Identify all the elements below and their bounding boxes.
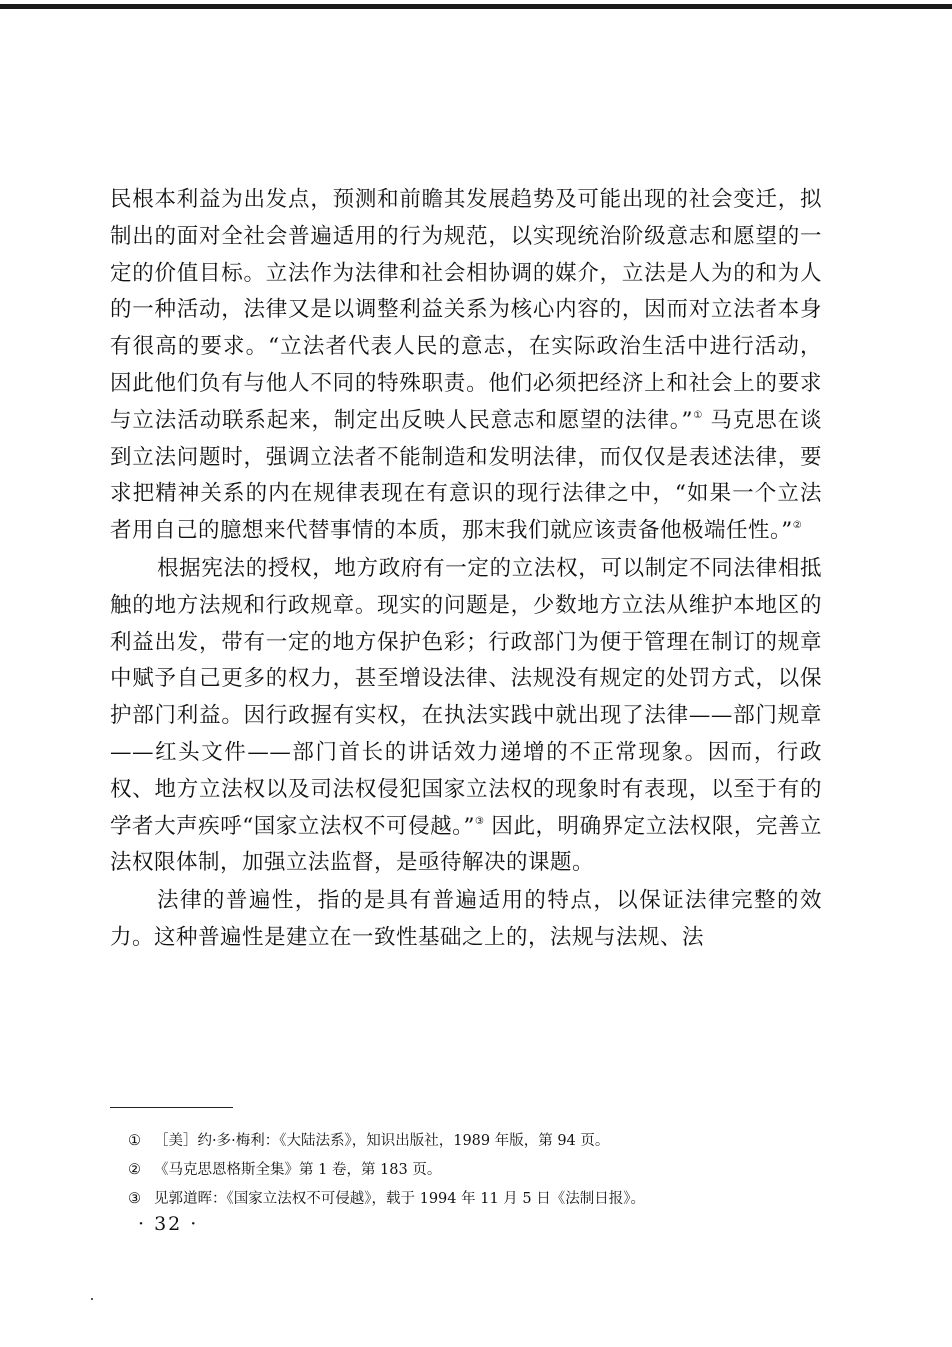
footnote-3 [128,1185,828,1214]
footnote-2 [128,1156,828,1185]
footnote-ref-3: ③ [474,815,485,827]
footnote-ref-1: ① [692,409,703,421]
paragraph-1-text-b: 马克思在谈到立法问题时，强调立法者不能制造和发明法律，而仅仅是表述法律，要求把精神关系的内在规律表现在有意识的现行法律之中，“如果一个立法者用自己的臆想来代替事情的本质，那末我们就应该责备他极端任性。” [110,407,822,544]
footnote-mark: ③ [128,1191,141,1207]
footnote-1 [128,1127,828,1156]
footnote-ref-2: ② [792,520,802,532]
footnote-text: 见郭道晖：《国家立法权不可侵越》，载于 1994 年 11 月 5 日《法制日报》。 [154,1191,645,1207]
footnote-mark: ① [128,1133,141,1149]
top-border-rule [0,4,952,9]
paragraph-2-text-a: 根据宪法的授权，地方政府有一定的立法权，可以制定不同法律相抵触的地方法规和行政规章。现实的问题是，少数地方立法从维护本地区的利益出发，带有一定的地方保护色彩；行政部门为便于管理在制订的规章中赋予自己更多的权力，甚至增设法律、法规没有规定的处罚方式，以保护部门利益。因行政握有实权，在执法实践中就出现了法律——部门规章——红头文件——部门首长的讲话效力递增的不正常现象。因而，行政权、地方立法权以及司法权侵犯国家立法权的现象时有表现，以至于有的学者大声疾呼“国家立法权不可侵越。” [110,555,822,839]
paragraph-3-text: 法律的普遍性，指的是具有普遍适用的特点，以保证法律完整的效力。这种普遍性是建立在一致性基础之上的，法规与法规、法 [110,888,822,950]
footnote-separator [110,1107,233,1108]
footnote-text: 《马克思恩格斯全集》第 1 卷，第 183 页。 [154,1162,442,1178]
body-text [110,182,822,957]
paragraph-1 [110,182,822,550]
paragraph-1-text-a: 民根本利益为出发点，预测和前瞻其发展趋势及可能出现的社会变迁，拟制出的面对全社会普遍适用的行为规范，以实现统治阶级意志和愿望的一定的价值目标。立法作为法律和社会相协调的媒介，立法是人为的和为人的一种活动，法律又是以调整利益关系为核心内容的，因而对立法者本身有很高的要求。“立法者代表人民的意志，在实际政治生活中进行活动，因此他们负有与他人不同的特殊职责。他们必须把经济上和社会上的要求与立法活动联系起来，制定出反映人民意志和愿望的法律。” [110,187,822,433]
paragraph-2-text-b: 因此，明确界定立法权限，完善立法权限体制，加强立法监督，是亟待解决的课题。 [110,813,823,876]
paragraph-2 [110,551,822,882]
scan-speck [91,1298,93,1300]
paragraph-3 [110,883,822,957]
footnotes [128,1127,828,1214]
page-number: · 32 · [138,1213,199,1235]
footnote-text: ［美］约·多·梅利：《大陆法系》，知识出版社，1989 年版，第 94 页。 [154,1133,610,1149]
footnote-mark: ② [128,1162,141,1178]
